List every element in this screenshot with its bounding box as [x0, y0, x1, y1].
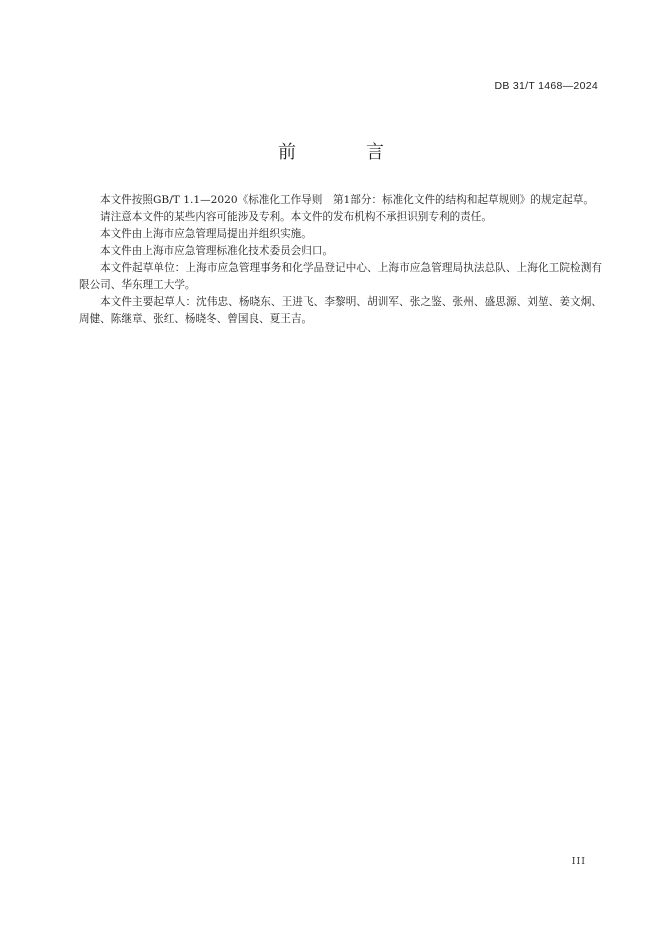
paragraph-proposer: 本文件由上海市应急管理局提出并组织实施。	[100, 228, 312, 240]
paragraph-drafting-units: 本文件起草单位：上海市应急管理事务和化学品登记中心、上海市应急管理局执法总队、上海化工院检测有限公司、华东理工大学。	[79, 262, 602, 291]
foreword-body	[79, 192, 602, 328]
paragraph-patent-notice: 请注意本文件的某些内容可能涉及专利。本文件的发布机构不承担识别专利的责任。	[100, 211, 492, 223]
paragraph-centralized-by: 本文件由上海市应急管理标准化技术委员会归口。	[100, 245, 334, 257]
paragraph-drafters: 本文件主要起草人：沈伟忠、杨晓东、王进飞、李黎明、胡训军、张之鉴、张州、盛思源、刘堃、姜文炯、周健、陈继章、张红、杨晓冬、曾国良、夏王吉。	[79, 296, 602, 325]
page-number: III	[571, 856, 586, 867]
document-code: DB 31/T 1468—2024	[494, 80, 598, 92]
paragraph-drafting-basis: 本文件按照GB/T 1.1—2020《标准化工作导则 第1部分：标准化文件的结构和起草规则》的规定起草。	[100, 194, 594, 206]
page-title: 前 言	[278, 142, 410, 163]
